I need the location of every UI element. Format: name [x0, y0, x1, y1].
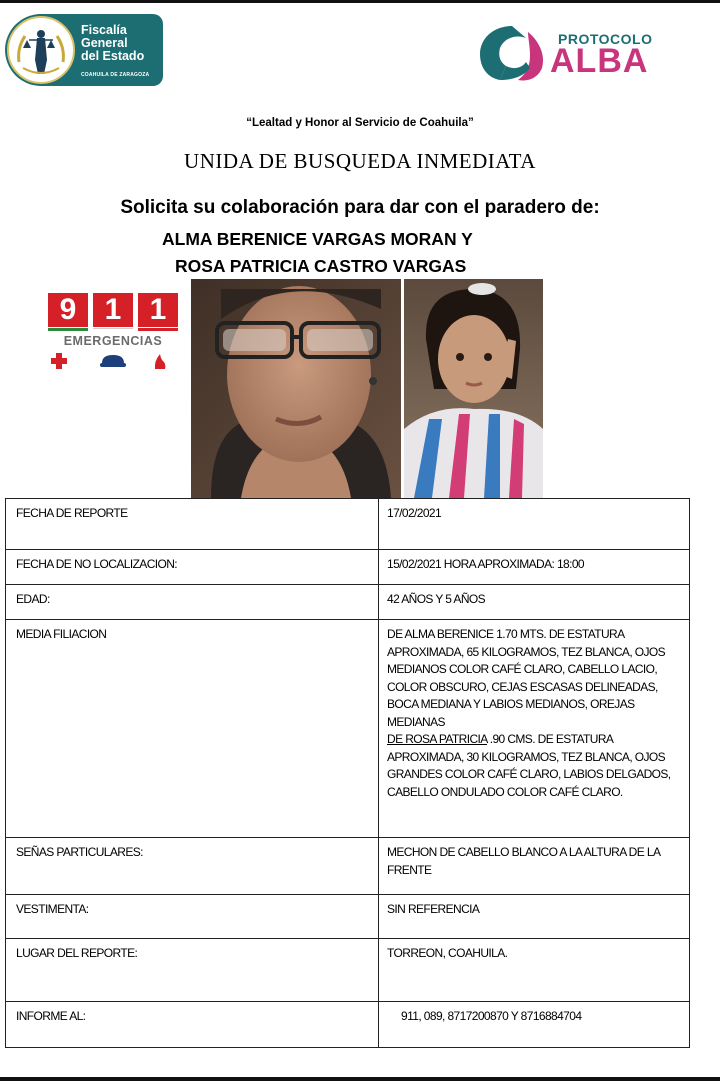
row-report-date	[6, 499, 690, 550]
fiscalia-line3: del Estado	[81, 49, 145, 63]
marks-value: MECHON DE CABELLO BLANCO A LA ALTURA DE LA FRENTE	[379, 838, 690, 895]
row-description	[6, 620, 690, 838]
photo-alma-berenice	[191, 279, 401, 498]
row-age	[6, 585, 690, 620]
description-rosa-name: DE ROSA PATRICIA	[387, 732, 487, 746]
description-value	[379, 620, 690, 838]
stripe-red	[138, 328, 178, 331]
top-border-line	[0, 0, 720, 3]
person-name-2: ROSA PATRICIA CASTRO VARGAS	[175, 256, 467, 276]
fiscalia-line1: Fiscalía	[81, 23, 127, 37]
clothing-value: SIN REFERENCIA	[379, 895, 690, 939]
digit-1: 1	[93, 293, 133, 327]
row-inform	[6, 1002, 690, 1048]
inform-value: 911, 089, 8717200870 Y 8716884704	[379, 1002, 690, 1048]
person-name-1: ALMA BERENICE VARGAS MORAN Y	[162, 229, 473, 249]
missing-date-label: FECHA DE NO LOCALIZACION:	[6, 550, 379, 585]
report-info-table	[5, 498, 690, 1048]
police-cap-icon	[100, 355, 126, 367]
protocolo-label: PROTOCOLO	[558, 31, 653, 47]
red-cross-icon	[51, 353, 67, 369]
motto-text: “Lealtad y Honor al Servicio de Coahuila”	[246, 117, 474, 129]
photo-rosa-patricia	[404, 279, 543, 498]
emergency-icons	[48, 351, 178, 371]
age-label: EDAD:	[6, 585, 379, 620]
description-label: MEDIA FILIACION	[6, 620, 379, 838]
girl-profile-icon	[476, 22, 550, 84]
row-missing-date	[6, 550, 690, 585]
fiscalia-subtitle: COAHUILA DE ZARAGOZA	[81, 72, 150, 78]
description-rosa	[387, 731, 681, 801]
unit-title: UNIDA DE BUSQUEDA INMEDIATA	[184, 149, 536, 173]
stripe-green	[48, 328, 88, 331]
emergency-911-logo	[48, 293, 178, 373]
request-text: Solicita su colaboración para dar con el paradero de:	[120, 197, 600, 218]
missing-date-value: 15/02/2021 HORA APROXIMADA: 18:00	[379, 550, 690, 585]
marks-label: SEÑAS PARTICULARES:	[6, 838, 379, 895]
description-rosa-text: .90 CMS. DE ESTATURA APROXIMADA, 30 KILOGRAMOS, TEZ BLANCA, OJOS GRANDES COLOR CAFÉ CLARO, LABIOS DELGADOS, CABELLO ONDULADO COLOR CAFÉ CLARO.	[387, 732, 671, 799]
report-date-value: 17/02/2021	[379, 499, 690, 550]
emergency-label: EMERGENCIAS	[63, 334, 163, 348]
stripe-white	[93, 328, 133, 332]
fiscalia-name	[81, 24, 144, 63]
report-date-label: FECHA DE REPORTE	[6, 499, 379, 550]
protocolo-alba-logo	[476, 22, 660, 86]
description-alma: DE ALMA BERENICE 1.70 MTS. DE ESTATURA APROXIMADA, 65 KILOGRAMOS, TEZ BLANCA, OJOS MEDIANOS COLOR CAFÉ CLARO, CABELLO LACIO, COLOR OBSCURO, CEJAS ESCASAS DELINEADAS, BOCA MEDIANA Y LABIOS MEDIANOS, OREJAS MEDIANAS	[387, 627, 666, 729]
age-value: 42 AÑOS Y 5 AÑOS	[379, 585, 690, 620]
alba-label: ALBA	[550, 42, 649, 80]
place-label: LUGAR DEL REPORTE:	[6, 939, 379, 1002]
row-place	[6, 939, 690, 1002]
digit-9: 9	[48, 293, 88, 327]
justice-seal-icon	[7, 16, 75, 84]
row-clothing	[6, 895, 690, 939]
clothing-label: VESTIMENTA:	[6, 895, 379, 939]
inform-label: INFORME AL:	[6, 1002, 379, 1048]
place-value: TORREON, COAHUILA.	[379, 939, 690, 1002]
row-marks	[6, 838, 690, 895]
emergency-digits	[48, 293, 178, 327]
bottom-border-line	[0, 1077, 720, 1081]
digit-1-second: 1	[138, 293, 178, 327]
fiscalia-logo	[5, 14, 163, 86]
fire-icon	[155, 354, 165, 369]
fiscalia-line2: General	[81, 36, 128, 50]
